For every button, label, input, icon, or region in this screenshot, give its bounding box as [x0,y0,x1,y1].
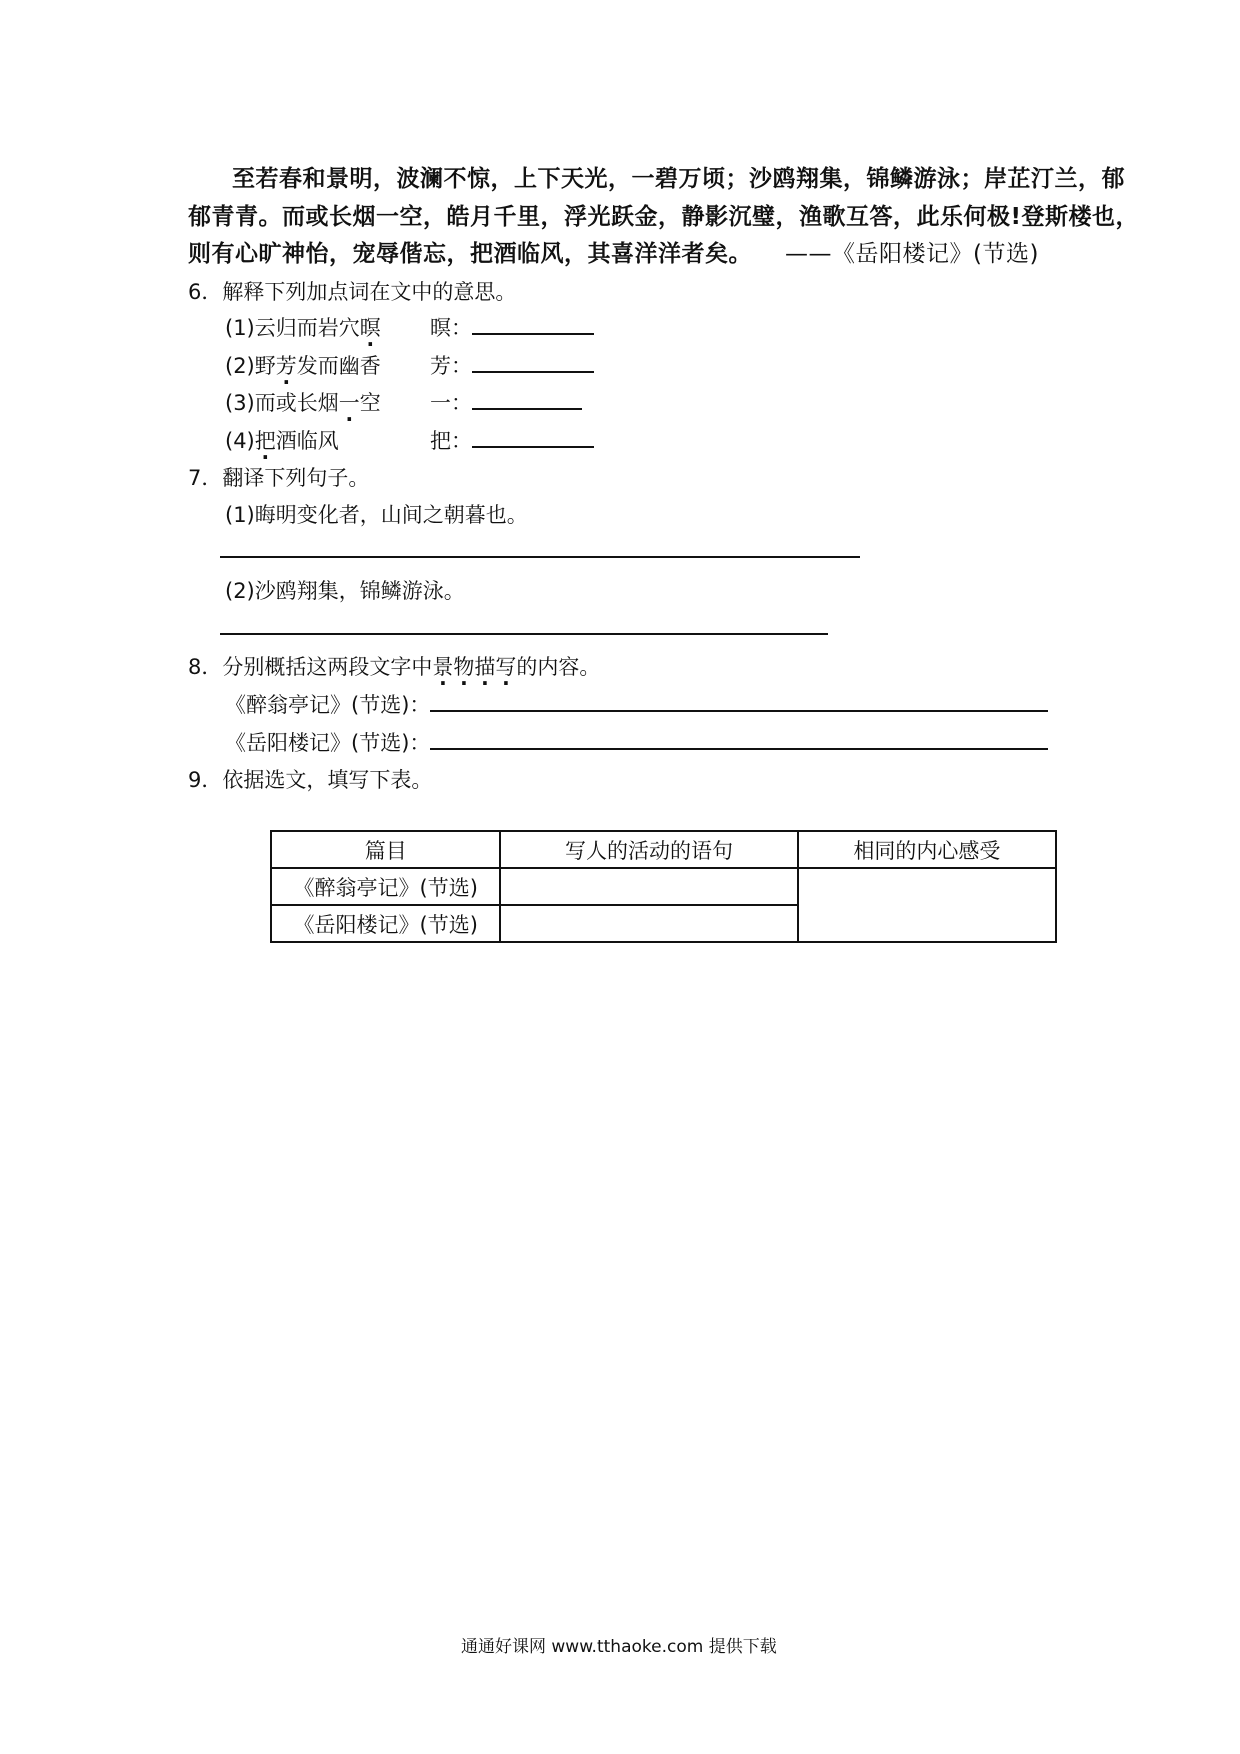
question-6-answer-3: 一： [430,387,582,417]
answer-line[interactable] [430,748,1048,750]
question-6-answer-2: 芳： [430,350,594,380]
question-9-stem: 9．依据选文，填写下表。 [188,768,433,792]
question-8-item-1: 《醉翁亭记》(节选)： [225,693,431,717]
table-cell-answer[interactable] [500,868,797,905]
question-8-item-2: 《岳阳楼记》(节选)： [225,731,431,755]
passage-line-1: 至若春和景明，波澜不惊，上下天光，一碧万顷；沙鸥翔集，锦鳞游泳；岸芷汀兰，郁 [232,166,1125,192]
answer-blank[interactable] [472,428,594,448]
question-6-item-4: (4)把酒临风 [225,429,339,453]
dotted-char: 一 [338,391,360,415]
question-6-item-1: (1)云归而岩穴暝 [225,316,381,340]
question-7-item-1: (1)晦明变化者，山间之朝暮也。 [225,503,528,527]
passage-source: ——《岳阳楼记》(节选) [785,241,1039,267]
answer-line[interactable] [430,710,1048,712]
question-7-item-2: (2)沙鸥翔集，锦鳞游泳。 [225,579,465,603]
question-6-answer-1: 暝： [430,312,594,342]
table-header: 篇目 [271,831,500,868]
answer-line[interactable] [220,556,860,558]
table-header-row [271,831,1056,868]
answer-table [270,830,1057,943]
table-cell-feeling[interactable] [798,868,1056,942]
answer-blank[interactable] [472,353,594,373]
question-6-item-2: (2)野芳发而幽香 [225,354,381,378]
answer-blank[interactable] [472,390,582,410]
table-cell-answer[interactable] [500,905,797,942]
question-6-stem: 6．解释下列加点词在文中的意思。 [188,280,517,304]
dotted-char: 把 [254,429,276,453]
footer-text: 通通好课网 www.tthaoke.com 提供下载 [461,1637,777,1657]
table-header: 相同的内心感受 [798,831,1056,868]
passage-line-3: 则有心旷神怡，宠辱偕忘，把酒临风，其喜洋洋者矣。 [188,241,752,267]
answer-blank[interactable] [472,315,594,335]
table-header: 写人的活动的语句 [500,831,797,868]
dotted-char: 景 [432,655,454,679]
table-cell-title: 《岳阳楼记》(节选) [271,905,500,942]
table-row [271,868,1056,905]
dotted-char: 暝 [359,316,381,340]
question-8-stem: 8．分别概括这两段文字中景物描写的内容。 [188,655,601,679]
dotted-char: 描 [474,655,496,679]
passage-line-2: 郁青青。而或长烟一空，皓月千里，浮光跃金，静影沉璧，渔歌互答，此乐何极!登斯楼也， [188,204,1139,230]
answer-line[interactable] [220,633,828,635]
question-7-stem: 7．翻译下列句子。 [188,466,370,490]
question-6-answer-4: 把： [430,425,594,455]
dotted-char: 芳 [275,354,297,378]
table-cell-title: 《醉翁亭记》(节选) [271,868,500,905]
dotted-char: 写 [495,655,517,679]
question-6-item-3: (3)而或长烟一空 [225,391,381,415]
dotted-char: 物 [453,655,475,679]
